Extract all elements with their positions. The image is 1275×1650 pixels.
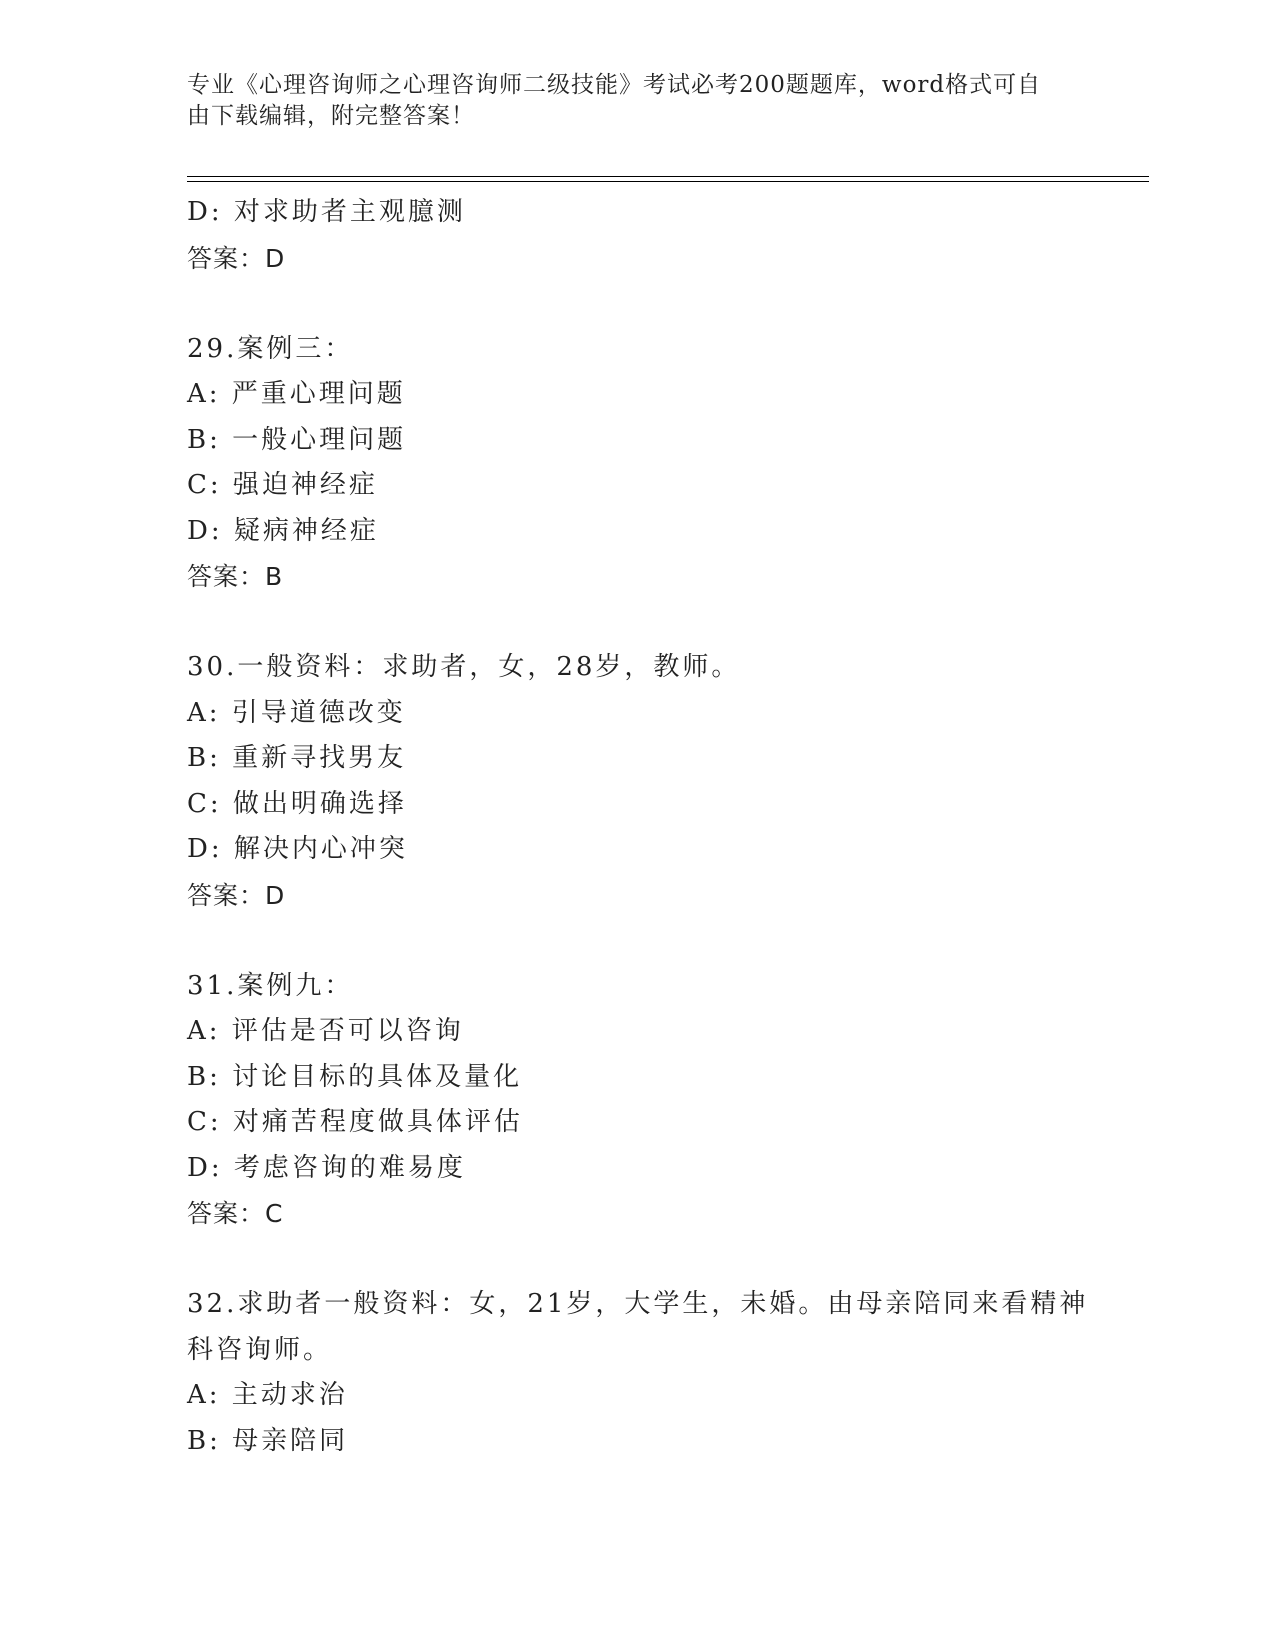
answer-text: 答案：C (187, 1199, 284, 1228)
answer-text: 答案：D (187, 880, 286, 910)
question-stem: 29.案例三： (187, 333, 354, 364)
question-stem-line-1: 32.求助者一般资料：女，21岁，大学生，未婚。由母亲陪同来看精神 (187, 1289, 1089, 1319)
option-d: D: 对求助者主观臆测 (187, 197, 466, 227)
option-d: D: 解决内心冲突 (187, 834, 408, 864)
option-c: C: 做出明确选择 (187, 788, 407, 819)
option-b: B: 重新寻找男友 (187, 743, 407, 773)
option-d: D: 考虑咨询的难易度 (187, 1152, 466, 1183)
option-a: A: 主动求治 (187, 1380, 348, 1410)
question-stem: 30.一般资料：求助者，女，28岁，教师。 (187, 652, 741, 682)
header-divider-top (187, 176, 1149, 177)
question-stem-line-2: 科咨询师。 (187, 1334, 333, 1365)
carryover-block (187, 190, 1087, 281)
option-a: A: 严重心理问题 (187, 379, 406, 409)
header-line-2: 由下载编辑，附完整答案！ (187, 103, 475, 129)
option-a: A: 引导道德改变 (187, 697, 406, 728)
option-b: B: 母亲陪同 (187, 1425, 349, 1456)
option-a: A: 评估是否可以咨询 (187, 1016, 464, 1046)
answer-text: 答案：D (187, 243, 286, 273)
question-29 (187, 327, 1087, 600)
option-b: B: 一般心理问题 (187, 424, 407, 455)
option-c: C: 对痛苦程度做具体评估 (187, 1107, 523, 1137)
question-32 (187, 1282, 1087, 1464)
question-stem: 31.案例九： (187, 970, 354, 1001)
option-c: C: 强迫神经症 (187, 470, 378, 500)
header-divider-bottom (187, 181, 1149, 182)
question-31 (187, 964, 1087, 1237)
option-b: B: 讨论目标的具体及量化 (187, 1061, 523, 1092)
answer-text: 答案：B (187, 562, 284, 591)
option-d: D: 疑病神经症 (187, 515, 379, 546)
document-header (187, 70, 1067, 132)
header-line-1: 专业《心理咨询师之心理咨询师二级技能》考试必考200题题库，word格式可自 (187, 72, 1042, 98)
question-30 (187, 645, 1087, 918)
question-list (187, 190, 1087, 1464)
